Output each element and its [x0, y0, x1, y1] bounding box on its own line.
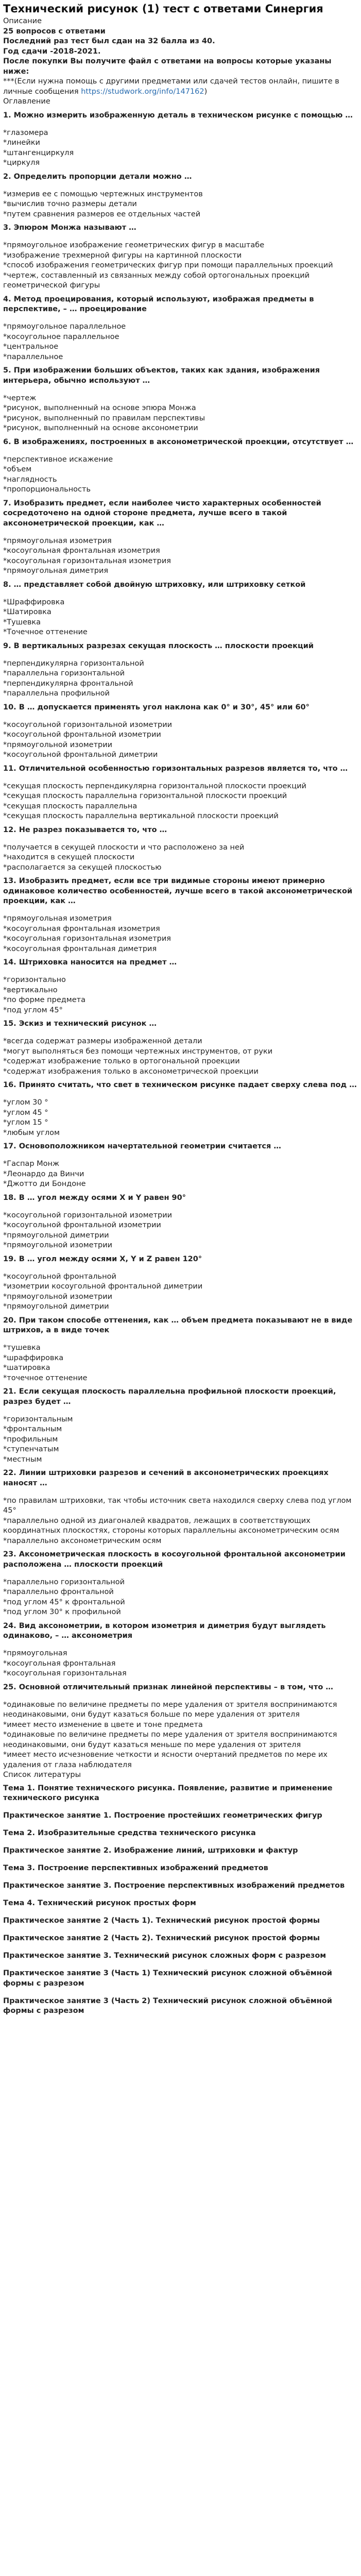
- question: 4. Метод проецирования, который используют, изображая предметы в перспективе, – … проецирование: [3, 295, 314, 313]
- answer-option: *циркуля: [3, 159, 40, 167]
- answer-option: *объем: [3, 465, 32, 473]
- question: 21. Если секущая плоскость параллельна профильной плоскости проекций, разрез будет …: [3, 1387, 336, 1406]
- answer-option: *секущая плоскость параллельна вертикальной плоскости проекций: [3, 812, 279, 820]
- answer-option: *углом 15 °: [3, 1118, 48, 1127]
- question: 1. Можно измерить изображенную деталь в техническом рисунке с помощью …: [3, 111, 353, 120]
- question: 7. Изобразить предмет, если наиболее чисто характерных особенностей сосредоточено на одной стороне предмета, лучше всего в такой аксонометрической проекции, как …: [3, 499, 321, 528]
- answer-option: *параллельно фронтальной: [3, 1588, 114, 1596]
- answer-option: *располагается за секущей плоскостью: [3, 863, 162, 872]
- answer-option: *перспективное искажение: [3, 455, 113, 464]
- answer-option: *фронтальным: [3, 1425, 62, 1433]
- answer-option: *прямоугольной изометрии: [3, 1241, 113, 1249]
- meta-block: [3, 16, 358, 77]
- answer-option: *рисунок, выполненный на основе эпюра Монжа: [3, 404, 196, 412]
- answer-option: *всегда содержат размеры изображенной детали: [3, 1037, 202, 1045]
- question: 3. Эпюром Монжа называют …: [3, 224, 136, 232]
- answer-option: *горизонтальным: [3, 1415, 73, 1423]
- answer-option: *прямоугольная изометрия: [3, 536, 112, 545]
- answer-option: *прямоугольное изображение геометрических фигур в масштабе: [3, 241, 265, 249]
- answer-option: *параллельна профильной: [3, 689, 110, 698]
- answer-option: *шраффировка: [3, 1353, 64, 1362]
- answer-option: *косоугольной фронтальной диметрии: [3, 751, 158, 759]
- answer-option: *косоугольная фронтальная диметрия: [3, 944, 157, 953]
- answer-option: *штангенциркуля: [3, 148, 74, 157]
- answer-option: *прямоугольная изометрия: [3, 914, 112, 923]
- answer-option: *прямоугольной диметрии: [3, 1302, 109, 1311]
- theme-item: Практическое занятие 3 (Часть 1) Технический рисунок сложной объёмной формы с разрезом: [3, 1969, 332, 1988]
- question: 6. В изображениях, построенных в аксонометрической проекции, отсутствует …: [3, 437, 354, 446]
- answer-option: *Точечное оттенение: [3, 628, 88, 636]
- question: 11. Отличительной особенностью горизонтальных разрезов является то, что …: [3, 764, 348, 773]
- theme-item: Практическое занятие 1. Построение простейших геометрических фигур: [3, 1811, 322, 1820]
- meta-line: Год сдачи -2018-2021.: [3, 47, 101, 56]
- answer-option: *содержат изображения только в аксонометрической проекции: [3, 1067, 259, 1076]
- answer-option: *Шатировка: [3, 608, 51, 616]
- question: 10. В … допускается применять угол наклона как 0° и 30°, 45° или 60°: [3, 703, 310, 711]
- answer-option: *измерив ее с помощью чертежных инструментов: [3, 190, 203, 198]
- answer-option: *по правилам штриховки, так чтобы источник света находился сверху слева под углом 45°: [3, 1496, 352, 1515]
- question: 19. В … угол между осями X, Y и Z равен 120°: [3, 1255, 202, 1263]
- theme-item: Практическое занятие 3. Технический рисунок сложных форм с разрезом: [3, 1952, 326, 1960]
- answer-option: *местным: [3, 1455, 42, 1464]
- answer-option: *чертеж: [3, 394, 37, 402]
- meta-line: Описание: [3, 17, 42, 25]
- page-title: Технический рисунок (1) тест с ответами Синергия: [3, 3, 323, 15]
- theme-item: Практическое занятие 2. Изображение линий, штриховки и фактур: [3, 1846, 298, 1855]
- meta-line: Последний раз тест был сдан на 32 балла из 40.: [3, 37, 215, 45]
- answer-option: *глазомера: [3, 128, 48, 137]
- answer-option: *Джотто ди Бондоне: [3, 1180, 86, 1188]
- answer-option: *косоугольной фронтальной изометрии: [3, 731, 161, 739]
- answer-option: *прямоугольной диметрии: [3, 1231, 109, 1240]
- answer-option: *центральное: [3, 343, 59, 351]
- question: 16. Принято считать, что свет в техническом рисунке падает сверху слева под …: [3, 1081, 357, 1089]
- answer-option: *рисунок, выполненный по правилам перспективы: [3, 414, 205, 422]
- answer-option: *прямоугольная: [3, 1649, 67, 1657]
- answer-option: *косоугольная горизонтальная изометрия: [3, 935, 171, 943]
- answer-option: *рисунок, выполненный на основе аксонометрии: [3, 424, 198, 432]
- question: 2. Определить пропорции детали можно …: [3, 172, 192, 181]
- answer-option: *параллельно аксонометрическим осям: [3, 1536, 162, 1545]
- answer-option: *углом 45 °: [3, 1108, 48, 1117]
- answer-option: *косоугольной горизонтальной изометрии: [3, 720, 173, 729]
- help-note: [3, 77, 358, 97]
- themes-list: [3, 1784, 358, 2016]
- answer-option: *любым углом: [3, 1128, 60, 1137]
- question: 15. Эскиз и технический рисунок …: [3, 1020, 157, 1028]
- literature-label: Список литературы: [3, 1771, 81, 1779]
- answer-option: *секущая плоскость параллельна: [3, 802, 137, 810]
- question: 14. Штриховка наносится на предмет …: [3, 958, 177, 967]
- answer-option: *углом 30 °: [3, 1098, 48, 1107]
- answer-option: *под углом 30° к профильной: [3, 1608, 121, 1616]
- answer-option: *изображение трехмерной фигуры на картинной плоскости: [3, 251, 242, 260]
- theme-item: Практическое занятие 2 (Часть 1). Технический рисунок простой формы: [3, 1917, 320, 1925]
- answer-option: *имеет место изменение в цвете и тоне предмета: [3, 1720, 203, 1729]
- question: 5. При изображении больших объектов, таких как здания, изображения интерьера, обычно используют …: [3, 366, 320, 385]
- answer-option: *ступенчатым: [3, 1445, 59, 1453]
- answer-option: *косоугольная горизонтальная: [3, 1669, 127, 1677]
- answer-option: *содержат изображение только в ортогональной проекции: [3, 1057, 240, 1065]
- answer-option: *по форме предмета: [3, 996, 85, 1004]
- answer-option: *прямоугольной изометрии: [3, 1292, 113, 1301]
- answer-option: *пропорциональность: [3, 485, 91, 494]
- answer-option: *косоугольной фронтальной изометрии: [3, 1221, 161, 1229]
- answer-option: *одинаковые по величине предметы по мере удаления от зрителя воспринимаются неодинаковыми, они будут казаться больше по мере удаления от зрителя: [3, 1700, 337, 1719]
- answer-option: *прямоугольной изометрии: [3, 740, 113, 749]
- answer-option: *косоугольная фронтальная изометрия: [3, 924, 160, 933]
- question: 18. В … угол между осями X и Y равен 90°: [3, 1193, 186, 1202]
- answer-option: *под углом 45° к фронтальной: [3, 1598, 125, 1606]
- question: 17. Основоположником начертательной геометрии считается …: [3, 1142, 281, 1150]
- answer-option: *перпендикулярна фронтальной: [3, 679, 133, 688]
- question: 23. Аксонометрическая плоскость в косоугольной фронтальной аксонометрии расположена … плоскости проекций: [3, 1550, 346, 1569]
- answer-option: *косоугольная горизонтальная изометрия: [3, 556, 171, 565]
- theme-item: Практическое занятие 3. Построение перспективных изображений предметов: [3, 1882, 345, 1890]
- answer-option: *изометрии косоугольной фронтальной диметрии: [3, 1282, 203, 1291]
- question: 8. … представляет собой двойную штриховку, или штриховку сеткой: [3, 580, 306, 589]
- answer-option: *прямоугольное параллельное: [3, 323, 126, 331]
- answer-option: *косоугольная фронтальная: [3, 1659, 116, 1668]
- answer-option: *способ изображения геометрических фигур при помощи параллельных проекций: [3, 261, 333, 269]
- answer-option: *перпендикулярна горизонтальной: [3, 659, 144, 668]
- meta-line: После покупки Вы получите файл с ответами на вопросы которые указаны ниже:: [3, 57, 332, 76]
- question: 13. Изобразить предмет, если все три видимые стороны имеют примерно одинаковое количество особенностей, лучше всего в такой аксонометрической проекции, как …: [3, 877, 353, 905]
- theme-item: Тема 1. Понятие технического рисунка. Появление, развитие и применение технического рисунка: [3, 1784, 333, 1802]
- answer-option: *параллельно одной из диагоналей квадратов, лежащих в соответствующих координатных плоскостях, стороны которых параллельны аксонометрическим осям: [3, 1516, 339, 1535]
- answer-option: *точечное оттенение: [3, 1374, 88, 1382]
- toc-label: Оглавление: [3, 97, 50, 106]
- theme-item: Тема 4. Технический рисунок простых форм: [3, 1899, 196, 1907]
- answer-option: *прямоугольная диметрия: [3, 567, 109, 575]
- answer-option: *тушевка: [3, 1344, 41, 1352]
- answer-option: *профильным: [3, 1435, 58, 1444]
- answer-option: *шатировка: [3, 1364, 50, 1372]
- theme-item: Практическое занятие 3 (Часть 2) Технический рисунок сложной объёмной формы с разрезом: [3, 1996, 332, 2015]
- question: 9. В вертикальных разрезах секущая плоскость … плоскости проекций: [3, 641, 314, 650]
- help-note-prefix: ***(Если нужна помощь с другими предметами или сдачей тестов онлайн, пишите в личные сообщения: [3, 77, 339, 96]
- answer-option: *путем сравнения размеров ее отдельных частей: [3, 210, 201, 218]
- help-note-link[interactable]: https://studwork.org/info/147162: [81, 87, 204, 96]
- answer-option: *линейки: [3, 139, 40, 147]
- theme-item: Тема 2. Изобразительные средства технического рисунка: [3, 1829, 256, 1837]
- theme-item: Тема 3. Построение перспективных изображений предметов: [3, 1864, 268, 1872]
- answer-option: *чертеж, составленный из связанных между собой ортогональных проекций геометрической фигуры: [3, 271, 310, 290]
- answer-option: *находится в секущей плоскости: [3, 853, 135, 861]
- help-note-suffix: ): [204, 87, 208, 96]
- answer-option: *косоугольной горизонтальной изометрии: [3, 1211, 173, 1219]
- question: 25. Основной отличительный признак линейной перспективы – в том, что …: [3, 1683, 333, 1691]
- question: 20. При таком способе оттенения, как … объем предмета показывают не в виде штрихов, а в виде точек: [3, 1316, 353, 1334]
- answer-option: *одинаковые по величине предметы по мере удаления от зрителя воспринимаются неодинаковыми, они будут казаться меньше по мере удаления от зрителя: [3, 1731, 337, 1749]
- answer-option: *секущая плоскость параллельна горизонтальной плоскости проекций: [3, 792, 287, 800]
- answer-option: *наглядность: [3, 475, 57, 484]
- meta-line: 25 вопросов с ответами: [3, 27, 106, 36]
- question: 24. Вид аксонометрии, в котором изометрия и диметрия будут выглядеть одинаково, – … аксонометрия: [3, 1621, 326, 1640]
- theme-item: Практическое занятие 2 (Часть 2). Технический рисунок простой формы: [3, 1934, 320, 1942]
- answer-option: *могут выполняться без помощи чертежных инструментов, от руки: [3, 1047, 273, 1056]
- answer-option: *вертикально: [3, 986, 58, 994]
- answer-option: *получается в секущей плоскости и что расположено за ней: [3, 843, 245, 852]
- answer-option: *Тушевка: [3, 618, 41, 626]
- answer-option: *секущая плоскость перпендикулярна горизонтальной плоскости проекций: [3, 782, 306, 790]
- answer-option: *Гаспар Монж: [3, 1160, 60, 1168]
- answer-option: *под углом 45°: [3, 1006, 63, 1014]
- answer-option: *вычислив точно размеры детали: [3, 200, 137, 208]
- question: 22. Линии штриховки разрезов и сечений в аксонометрических проекциях наносят …: [3, 1469, 329, 1487]
- answer-option: *косоугольной фронтальной: [3, 1272, 116, 1281]
- answer-option: *горизонтально: [3, 976, 66, 984]
- question: 12. Не разрез показывается то, что …: [3, 825, 167, 834]
- answer-option: *Леонардо да Винчи: [3, 1170, 84, 1178]
- answer-option: *Шраффировка: [3, 598, 65, 606]
- answer-option: *косоугольная фронтальная изометрия: [3, 547, 160, 555]
- answer-option: *параллельное: [3, 352, 63, 361]
- answer-option: *косоугольное параллельное: [3, 332, 119, 341]
- answer-option: *имеет место исчезновение четкости и ясности очертаний предметов по мере их удаления от глаза наблюдателя: [3, 1751, 328, 1769]
- answer-option: *параллельно горизонтальной: [3, 1578, 125, 1586]
- answer-option: *параллельна горизонтальной: [3, 669, 125, 677]
- questions-list: [3, 111, 358, 1771]
